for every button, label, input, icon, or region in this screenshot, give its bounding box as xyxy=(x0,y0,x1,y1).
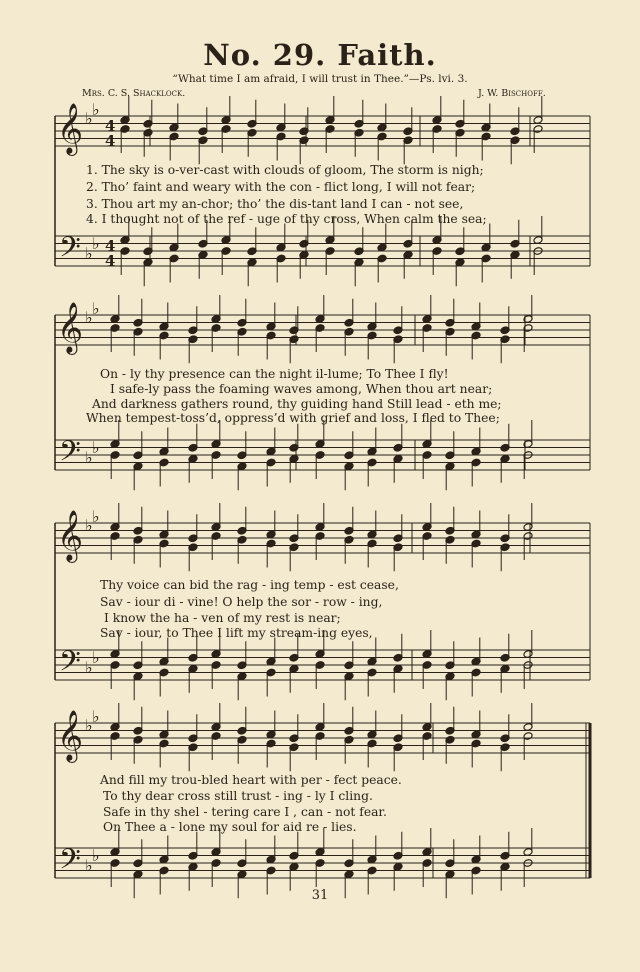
flat-sign-icon: ♭ xyxy=(92,846,100,865)
treble-clef-icon: 𝄞 xyxy=(57,710,84,761)
lyric-line: To thy dear cross still trust - ing - ly I cling. xyxy=(103,789,373,803)
lyric-line: I know the ha - ven of my rest is near; xyxy=(104,611,341,625)
lyric-line: 2. Tho’ faint and weary with the con - flict long, I will not fear; xyxy=(86,180,476,194)
lyric-line: Safe in thy shel - tering care I , can - not fear. xyxy=(103,805,387,819)
flat-sign-icon: ♭ xyxy=(85,658,93,677)
bass-clef-icon: 𝄢 xyxy=(59,645,81,685)
lyric-line: On Thee a - lone my soul for aid re - lies. xyxy=(103,820,357,834)
treble-clef-icon: 𝄞 xyxy=(57,302,84,353)
time-signature-denominator: 4 xyxy=(105,252,116,270)
bass-clef-icon: 𝄢 xyxy=(59,435,81,475)
time-signature-denominator: 4 xyxy=(105,132,116,150)
lyric-line: When tempest-toss’d, oppress’d with grief and loss, I fled to Thee; xyxy=(86,411,500,425)
flat-sign-icon: ♭ xyxy=(92,507,100,526)
flat-sign-icon: ♭ xyxy=(85,516,93,535)
flat-sign-icon: ♭ xyxy=(92,707,100,726)
flat-sign-icon: ♭ xyxy=(92,438,100,457)
treble-clef-icon: 𝄞 xyxy=(57,103,84,154)
time-signature-numerator: 4 xyxy=(105,237,116,255)
flat-sign-icon: ♭ xyxy=(85,308,93,327)
flat-sign-icon: ♭ xyxy=(85,109,93,128)
flat-sign-icon: ♭ xyxy=(92,648,100,667)
lyric-line: On - ly thy presence can the night il-lume; To Thee I fly! xyxy=(100,367,449,381)
lyric-line: Thy voice can bid the rag - ing temp - est cease, xyxy=(100,578,399,592)
treble-clef-icon: 𝄞 xyxy=(57,510,84,561)
lyric-line: Sav - iour di - vine! O help the sor - row - ing, xyxy=(100,595,383,609)
time-signature-numerator: 4 xyxy=(105,117,116,135)
flat-sign-icon: ♭ xyxy=(85,244,93,263)
flat-sign-icon: ♭ xyxy=(85,716,93,735)
flat-sign-icon: ♭ xyxy=(85,856,93,875)
lyric-line: And darkness gathers round, thy guiding hand Still lead - eth me; xyxy=(92,397,502,411)
flat-sign-icon: ♭ xyxy=(92,234,100,253)
author-credit: Mrs. C. S. Shacklock. xyxy=(82,88,186,99)
flat-sign-icon: ♭ xyxy=(92,299,100,318)
flat-sign-icon: ♭ xyxy=(85,448,93,467)
bass-clef-icon: 𝄢 xyxy=(59,843,81,883)
lyric-line: 3. Thou art my an-chor; tho’ the dis-tant land I can - not see, xyxy=(86,197,464,211)
bass-clef-icon: 𝄢 xyxy=(59,231,81,271)
composer-credit: J. W. Bischoff. xyxy=(478,88,546,99)
scripture-epigraph: “What time I am afraid, I will trust in Thee.”—Ps. lvi. 3. xyxy=(172,73,468,85)
flat-sign-icon: ♭ xyxy=(92,100,100,119)
hymn-title: No. 29. Faith. xyxy=(203,38,437,72)
lyric-line: And fill my trou-bled heart with per - fect peace. xyxy=(100,773,402,787)
page-number: 31 xyxy=(311,888,329,903)
lyric-line: 1. The sky is o-ver-cast with clouds of gloom, The storm is nigh; xyxy=(86,163,484,177)
lyric-line: I safe-ly pass the foaming waves among, When thou art near; xyxy=(110,382,493,396)
lyric-line: 4. I thought not of the ref - uge of thy cross, When calm the sea; xyxy=(86,212,487,226)
lyric-line: Sav - iour, to Thee I lift my stream-ing eyes, xyxy=(100,626,373,640)
